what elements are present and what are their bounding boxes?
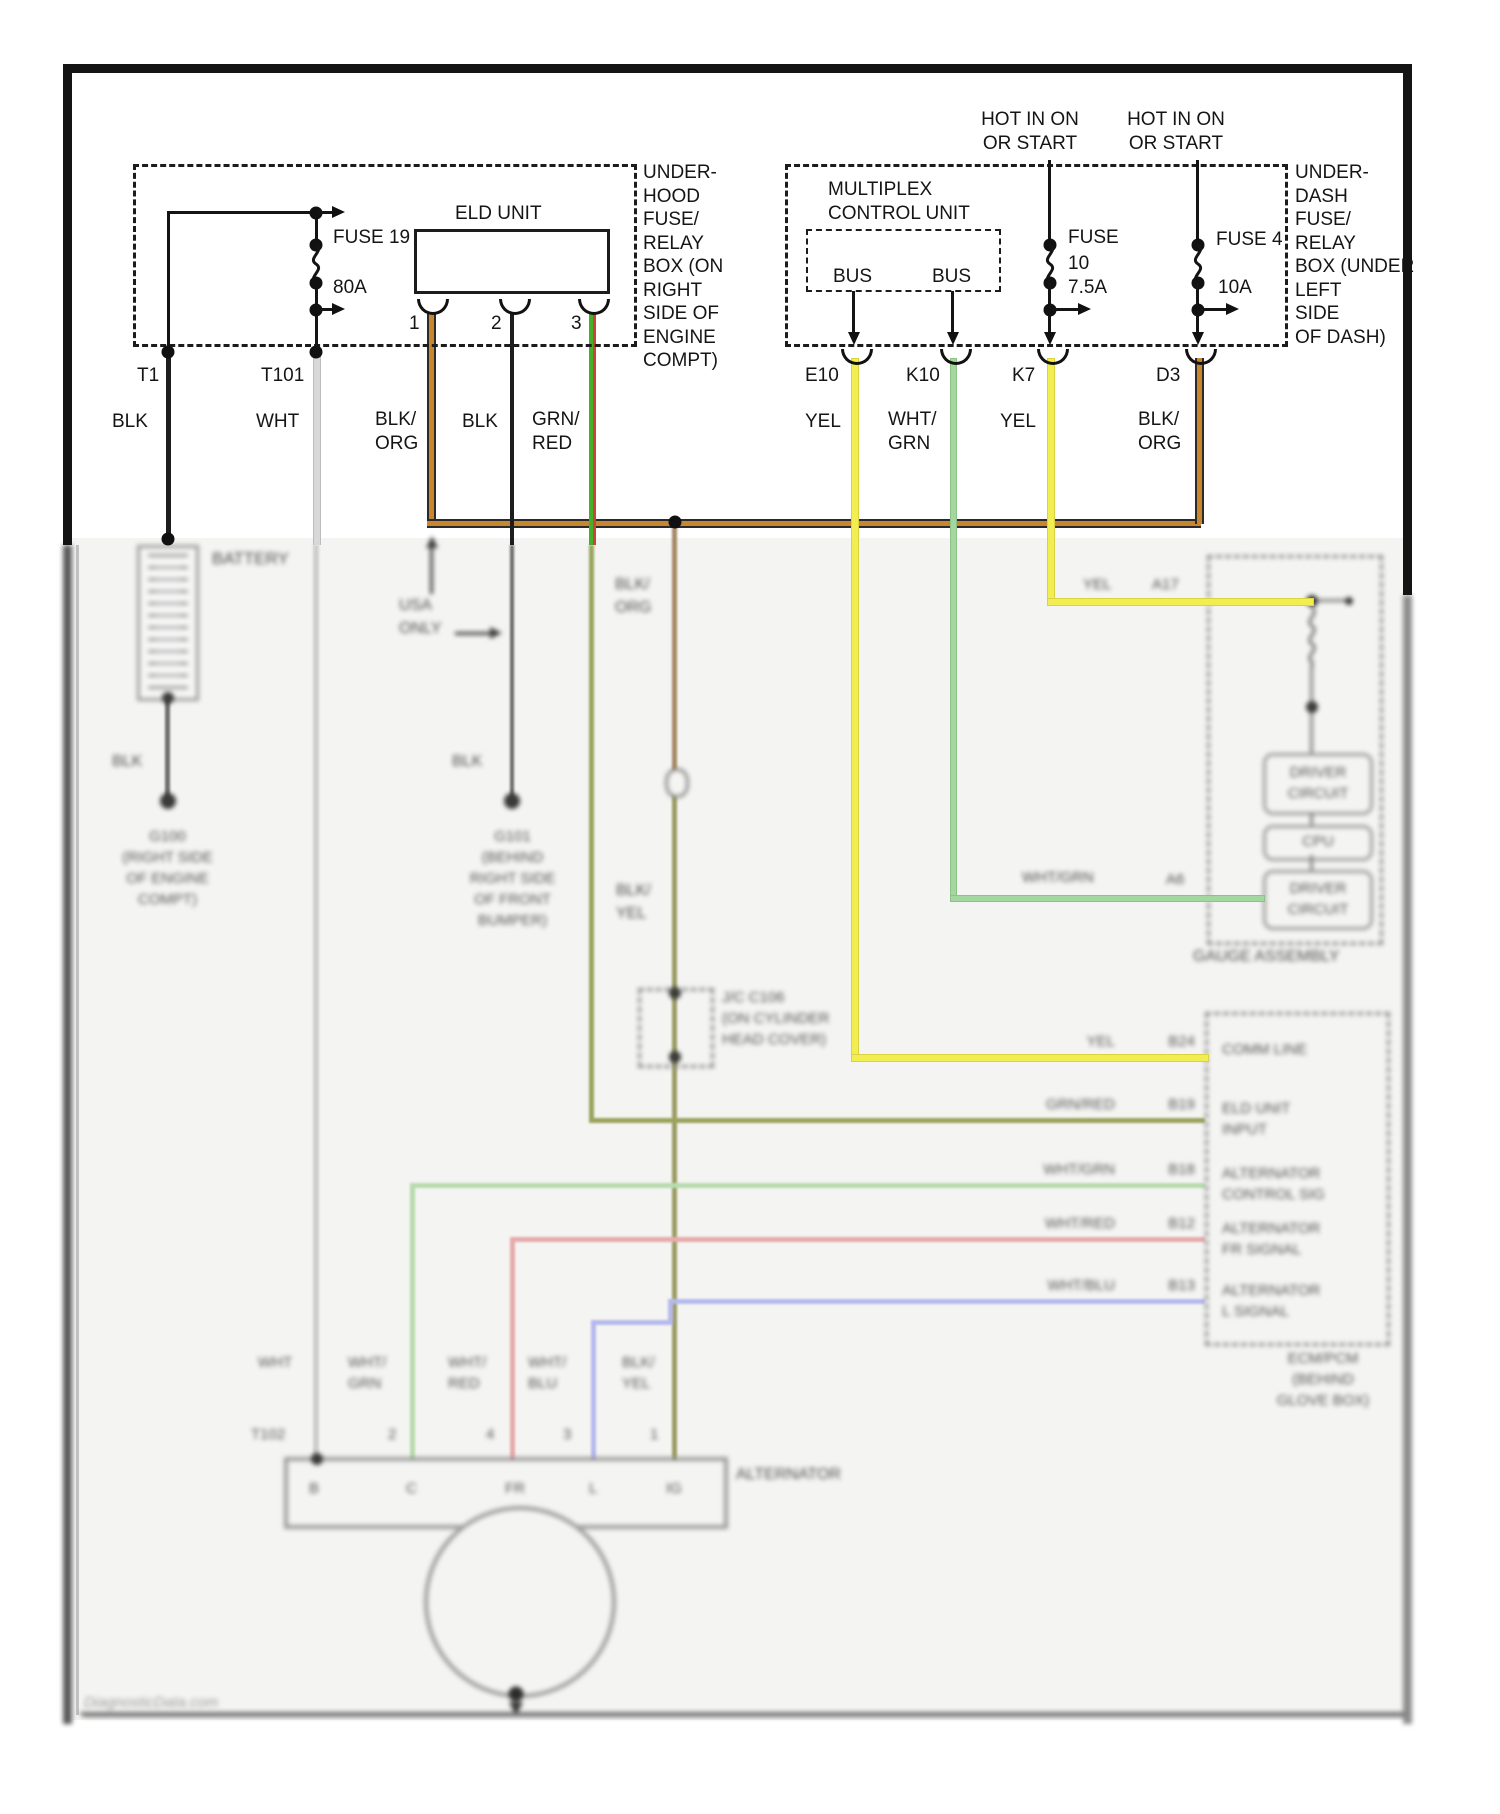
center-blkyel-label: BLK/ YEL [616, 882, 651, 922]
color-eld1-blkorg: BLK/ ORG [375, 409, 419, 454]
battery-label: BATTERY [212, 549, 289, 568]
t101-border-dot [310, 346, 323, 359]
ecm-pcm-label: ECM/PCM (BEHIND GLOVE BOX) [1276, 1350, 1370, 1409]
alt-pin-l: L [589, 1480, 598, 1497]
e10-connector [841, 349, 873, 365]
g101-blk-label: BLK [452, 753, 483, 770]
ecm-row-color: YEL [1086, 1033, 1115, 1050]
color-d3-blkorg: BLK/ ORG [1138, 409, 1182, 454]
color-eld2-blk: BLK [462, 411, 498, 432]
ecm-row-color: WHT/GRN [1043, 1161, 1115, 1178]
gauge-driver-circuit-2-label: DRIVER CIRCUIT [1287, 880, 1349, 918]
alt-col-whtred: WHT/ RED [448, 1354, 487, 1392]
fuse4-down-arrow [1192, 332, 1204, 345]
fuse19-element-bottom-dot [310, 277, 323, 290]
terminal-t1: T1 [137, 365, 160, 386]
bus1-arrow-line [852, 291, 855, 334]
fuse10-down-arrow [1044, 332, 1056, 345]
gauge-yel-label: YEL [1083, 576, 1112, 593]
color-eld3-grnred: GRN/ RED [532, 409, 580, 454]
fuse10-number: 10 [1068, 253, 1090, 274]
ecm-row-pin: B12 [1168, 1215, 1195, 1232]
usa-only-label: USA ONLY [399, 597, 442, 637]
hot-in-on-label-1: HOT IN ON OR START [981, 109, 1079, 154]
ecm-row-desc: COMM LINE [1222, 1041, 1308, 1058]
k10-connector [940, 349, 972, 365]
fuse10-rating: 7.5A [1068, 277, 1108, 298]
fuse10-arrow [1078, 303, 1091, 315]
fuse4-feed-line [1196, 160, 1199, 245]
alt-pin-fr: FR [505, 1480, 525, 1497]
t1-border-dot [162, 346, 175, 359]
alt-col-blkyel: BLK/ YEL [622, 1354, 655, 1392]
multiplex-title: MULTIPLEX CONTROL UNIT [828, 179, 970, 224]
jc-c106-label: J/C C106 (ON CYLINDER HEAD COVER) [722, 989, 830, 1048]
eld-unit-title: ELD UNIT [455, 203, 542, 224]
fuse10-name: FUSE [1068, 227, 1119, 248]
fuse19-lower-arrow-line [318, 308, 332, 311]
bus1-arrow [848, 332, 860, 345]
fuse4-name: FUSE 4 [1216, 229, 1283, 250]
frame-left [63, 64, 72, 545]
alt-col-wht: WHT [258, 1354, 293, 1371]
eld-pin1-number: 1 [409, 313, 420, 334]
terminal-k7: K7 [1012, 365, 1036, 386]
ecm-row-pin: B24 [1168, 1033, 1195, 1050]
alt-t102-label: T102 [251, 1426, 286, 1443]
watermark: DiagnosticData.com [84, 1694, 219, 1711]
center-blkorg-label: BLK/ ORG [615, 576, 652, 616]
t1-vertical [167, 211, 170, 352]
alt-cavity: 3 [563, 1426, 572, 1443]
ecm-row-desc: ELD UNIT INPUT [1222, 1100, 1291, 1138]
gauge-assembly-label: GAUGE ASSEMBLY [1193, 948, 1340, 965]
color-t101-wht: WHT [256, 411, 300, 432]
ecm-row-color: WHT/BLU [1047, 1277, 1115, 1294]
terminal-e10: E10 [805, 365, 839, 386]
ecm-row-desc: ALTERNATOR L SIGNAL [1222, 1282, 1321, 1320]
alt-col-whtblu: WHT/ BLU [528, 1354, 567, 1392]
alt-pin-b: B [309, 1480, 320, 1497]
gauge-cpu-label: CPU [1302, 833, 1334, 850]
k7-connector [1037, 349, 1069, 365]
eld-pin2-number: 2 [491, 313, 502, 334]
underdash-box-location-label: UNDER- DASH FUSE/ RELAY BOX (UNDER LEFT SIDE OF DASH) [1295, 162, 1415, 348]
gauge-whtgrn-label: WHT/GRN [1022, 869, 1094, 886]
g100-blk-label: BLK [112, 753, 143, 770]
ecm-row-pin: B19 [1168, 1096, 1195, 1113]
color-t1-blk: BLK [112, 411, 148, 432]
t1-feed-horizontal [167, 211, 317, 214]
fuse4-arrow-line [1200, 308, 1226, 311]
fuse19-top-arrow-line [318, 211, 332, 214]
bus-label-2: BUS [932, 266, 972, 287]
eld-unit-box [414, 229, 610, 294]
bus2-arrow [947, 332, 959, 345]
ecm-row-color: GRN/RED [1045, 1096, 1115, 1113]
g100-ground-label: G100 (RIGHT SIDE OF ENGINE COMPT) [122, 828, 213, 908]
color-e10-yel: YEL [805, 411, 841, 432]
fuse4-rating: 10A [1218, 277, 1252, 298]
terminal-t101: T101 [261, 365, 305, 386]
terminal-k10: K10 [906, 365, 940, 386]
alt-pin-c: C [406, 1480, 417, 1497]
fuse10-feed-line [1048, 160, 1051, 245]
terminal-d3: D3 [1156, 365, 1181, 386]
gauge-driver-circuit-1-label: DRIVER CIRCUIT [1287, 764, 1349, 802]
frame-top [63, 64, 1412, 73]
ecm-row-pin: B18 [1168, 1161, 1195, 1178]
ecm-row-desc: ALTERNATOR CONTROL SIG [1222, 1165, 1325, 1203]
gauge-pin-a6: A6 [1166, 871, 1185, 888]
alt-cavity: 4 [486, 1426, 495, 1443]
color-k7-yel: YEL [1000, 411, 1036, 432]
eld-pin3-number: 3 [571, 313, 582, 334]
alt-col-whtgrn: WHT/ GRN [348, 1354, 387, 1392]
fuse4-arrow [1226, 303, 1239, 315]
alt-cavity: 1 [650, 1426, 659, 1443]
fuse19-name: FUSE 19 [333, 227, 411, 248]
color-k10-whtgrn: WHT/ GRN [888, 409, 937, 454]
ecm-row-pin: B13 [1168, 1277, 1195, 1294]
bus-label-1: BUS [833, 266, 873, 287]
d3-connector [1185, 349, 1217, 365]
ecm-row-color: WHT/RED [1045, 1215, 1115, 1232]
alternator-label: ALTERNATOR [736, 1466, 841, 1483]
alt-cavity: 2 [388, 1426, 397, 1443]
bus2-arrow-line [951, 291, 954, 334]
underhood-box-location-label: UNDER- HOOD FUSE/ RELAY BOX (ON RIGHT SIDE OF ENGINE COMPT) [643, 162, 724, 371]
gauge-pin-a17: A17 [1152, 576, 1179, 593]
alt-pin-ig: IG [666, 1480, 682, 1497]
g101-ground-label: G101 (BEHIND RIGHT SIDE OF FRONT BUMPER) [469, 828, 556, 929]
fuse19-rating: 80A [333, 277, 367, 298]
fuse19-lower-arrow [332, 303, 345, 315]
fuse19-top-arrow [332, 206, 345, 218]
hot-in-on-label-2: HOT IN ON OR START [1127, 109, 1225, 154]
fuse10-arrow-line [1052, 308, 1078, 311]
ecm-row-desc: ALTERNATOR FR SIGNAL [1222, 1220, 1321, 1258]
